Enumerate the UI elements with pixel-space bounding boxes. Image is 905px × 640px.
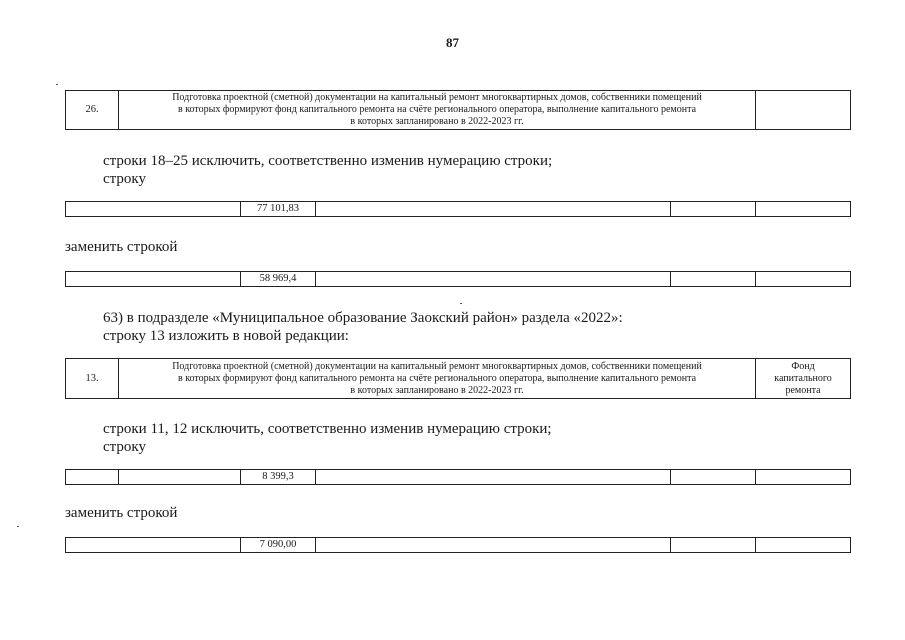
description-line: в которых запланировано в 2022-2023 гг. [350,116,524,127]
empty-cell [756,538,851,553]
description-line: в которых формируют фонд капитального ремонта на счёте регионального оператора, выполнение капитального ремонта [177,372,697,384]
row-number-cell: 26. [66,91,119,130]
paragraph-line: строки 18–25 исключить, соответственно изменив нумерацию строки; [103,153,553,169]
empty-cell [316,538,671,553]
empty-cell [756,272,851,287]
empty-cell [671,272,756,287]
table-row-old [65,469,851,485]
empty-cell [671,538,756,553]
source-line: Фонд [791,360,815,372]
source-line: ремонта [785,384,821,396]
empty-cell [756,202,851,217]
table-row-26 [65,90,851,130]
empty-cell [119,470,241,485]
page-number: 87 [446,35,459,50]
empty-cell [316,202,671,217]
table-row-new [65,271,851,287]
paragraph-line: строку 13 изложить в новой редакции: [103,328,349,344]
replace-instruction: заменить строкой [65,505,178,521]
amount-cell: 7 090,00 [241,538,316,553]
row-source-cell [756,359,851,399]
empty-cell [671,470,756,485]
row-description-cell [119,359,756,399]
paragraph-line: 63) в подразделе «Муниципальное образование Заокский район» раздела «2022»: [103,310,623,326]
empty-cell [671,202,756,217]
scan-speck [56,84,58,85]
amount-cell: 8 399,3 [241,470,316,485]
row-source-cell [756,91,851,130]
empty-cell [756,470,851,485]
description-line: Подготовка проектной (сметной) документации на капитальный ремонт многоквартирных домов, собственники помещений [172,92,702,103]
row-number-cell: 13. [66,359,119,399]
scan-speck [460,303,462,304]
scan-speck [17,526,19,527]
description-line: Подготовка проектной (сметной) документации на капитальный ремонт многоквартирных домов, собственники помещений [172,360,702,372]
empty-cell [66,272,241,287]
table-row-old [65,201,851,217]
description-line: в которых формируют фонд капитального ремонта на счёте регионального оператора, выполнение капитального ремонта [177,104,697,115]
paragraph-line: строки 11, 12 исключить, соответственно изменив нумерацию строки; [103,421,552,437]
source-line: капитального [774,372,832,384]
replace-instruction: заменить строкой [65,239,178,255]
paragraph-line: строку [103,439,146,455]
empty-cell [66,470,119,485]
empty-cell [66,538,241,553]
amount-cell: 77 101,83 [241,202,316,217]
table-row-13 [65,358,851,399]
table-row-new [65,537,851,553]
amount-cell: 58 969,4 [241,272,316,287]
paragraph-line: строку [103,171,146,187]
empty-cell [316,470,671,485]
description-line: в которых запланировано в 2022-2023 гг. [350,384,524,396]
row-description-cell [119,91,756,130]
empty-cell [316,272,671,287]
empty-cell [66,202,241,217]
